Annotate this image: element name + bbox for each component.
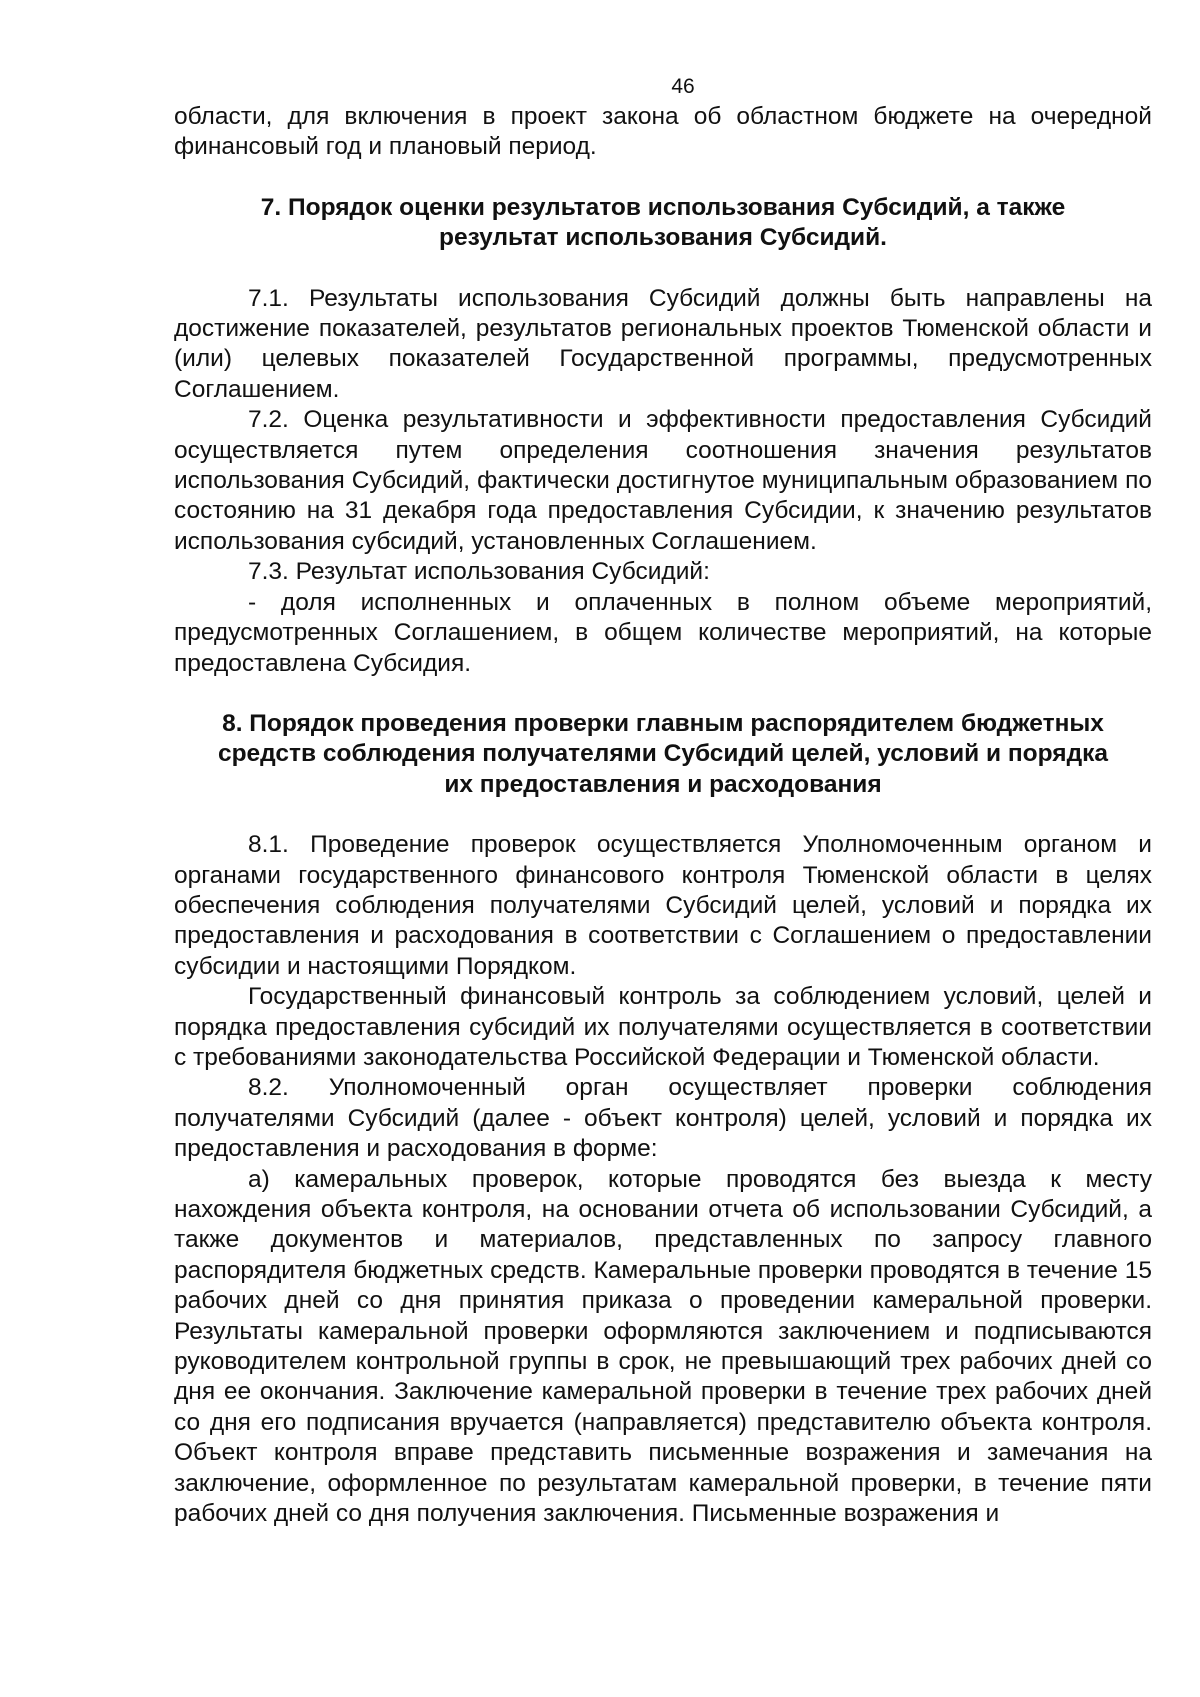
paragraph-state-control: Государственный финансовый контроль за соблюдением условий, целей и порядка предоставления субсидий их получателями осуществляется в соответствии с требованиями законодательства Российской Федерации и Тюменской области. — [174, 983, 1152, 1071]
paragraph-8-2-a: а) камеральных проверок, которые проводятся без выезда к месту нахождения объекта контроля, на основании отчета об использовании Субсидий, а также документов и материалов, представленных по запросу главного распорядителя бюджетных средств. Камеральные проверки проводятся в течение 15 рабочих дней со дня принятия приказа о проведении камеральной проверки. Результаты камеральной проверки оформляются заключением и подписываются руководителем контрольной группы в срок, не превышающий трех рабочих дней со дня ее окончания. Заключение камеральной проверки в течение трех рабочих дней со дня его подписания вручается (направляется) представителю объекта контроля. Объект контроля вправе представить письменные возражения и замечания на заключение, оформленное по результатам камеральной проверки, в течение пяти рабочих дней со дня получения заключения. Письменные возражения и — [174, 1165, 1152, 1528]
paragraph-7-1: 7.1. Результаты использования Субсидий должны быть направлены на достижение показателей, результатов региональных проектов Тюменской области и (или) целевых показателей Государственной программы, предусмотренных Соглашением. — [174, 284, 1152, 403]
paragraph-8-1: 8.1. Проведение проверок осуществляется Уполномоченным органом и органами государственного финансового контроля Тюменской области в целях обеспечения соблюдения получателями Субсидий целей, условий и порядка их предоставления и расходования в соответствии с Соглашением о предоставлении субсидии и настоящими Порядком. — [174, 831, 1152, 980]
section-8-heading — [174, 709, 1152, 800]
section-8-heading-line-3: их предоставления и расходования — [444, 770, 882, 798]
intro-paragraph: области, для включения в проект закона об областном бюджете на очередной финансовый год и плановый период. — [174, 103, 1152, 161]
section-7-heading-line-2: результат использования Субсидий. — [439, 224, 887, 252]
paragraph-8-2: 8.2. Уполномоченный орган осуществляет проверки соблюдения получателями Субсидий (далее - объект контроля) целей, условий и порядка их предоставления и расходования в форме: — [174, 1074, 1152, 1163]
section-7-heading-line-1: 7. Порядок оценки результатов использования Субсидий, а также — [260, 193, 1066, 221]
section-7-heading — [174, 193, 1152, 254]
paragraph-7-3-item: - доля исполненных и оплаченных в полном объеме мероприятий, предусмотренных Соглашением, в общем количестве мероприятий, на которые предоставлена Субсидия. — [174, 588, 1152, 677]
section-8-heading-line-1: 8. Порядок проведения проверки главным распорядителем бюджетных — [222, 709, 1104, 737]
section-8-heading-line-2: средств соблюдения получателями Субсидий целей, условий и порядка — [217, 740, 1109, 768]
page-number: 46 — [671, 75, 695, 98]
paragraph-7-2: 7.2. Оценка результативности и эффективности предоставления Субсидий осуществляется путем определения соотношения значения результатов использования Субсидий, фактически достигнутое муниципальным образованием по состоянию на 31 декабря года предоставления Субсидии, к значению результатов использования субсидий, установленных Соглашением. — [174, 406, 1152, 555]
paragraph-7-3: 7.3. Результат использования Субсидий: — [248, 558, 710, 586]
document-page — [174, 72, 1152, 1529]
